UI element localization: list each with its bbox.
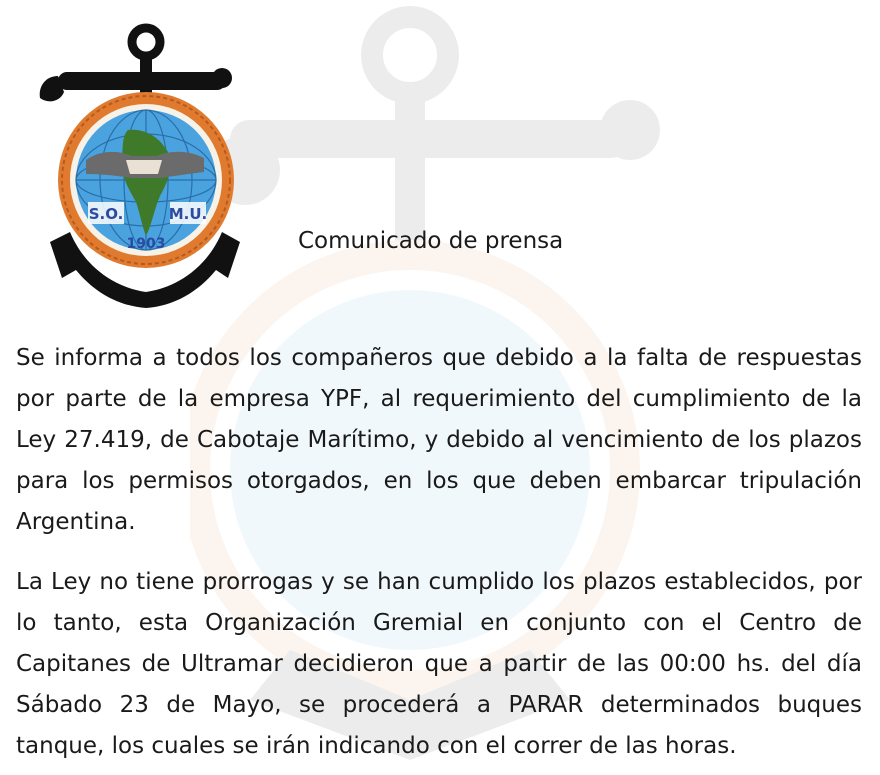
logo-year: 1903	[126, 236, 166, 252]
logo-left-text: S.O.	[88, 205, 124, 223]
logo-right-text: M.U.	[168, 205, 208, 223]
paragraph-1: Se informa a todos los compañeros que debido a la falta de respuestas por parte de la empresa YPF, al requerimiento del cumplimiento de la Ley 27.419, de Cabotaje Marítimo, y debido al vencimiento de los plazos para los permisos otorgados, en los que deben embarcar tripulación Argentina.	[16, 345, 862, 535]
document-title: Comunicado de prensa	[298, 228, 564, 254]
paragraph-2: La Ley no tiene prorrogas y se han cumplido los plazos establecidos, por lo tanto, esta Organización Gremial en conjunto con el Centro de Capitanes de Ultramar decidieron que a partir de las 00:00 hs. del día Sábado 23 de Mayo, se procederá a PARAR determinados buques tanque, los cuales se irán indicando con el correr de las horas.	[16, 569, 862, 759]
somu-logo-icon	[28, 10, 240, 310]
